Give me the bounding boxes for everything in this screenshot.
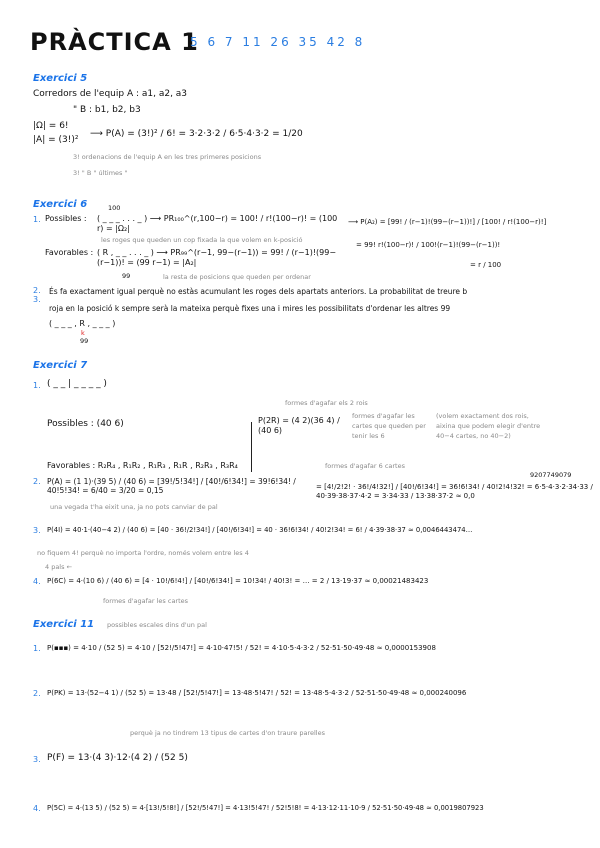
ex6-label-99: 99 — [122, 272, 131, 280]
ex5-line2: " B : b1, b2, b3 — [73, 105, 141, 115]
ex7-n3: 3. — [33, 526, 41, 535]
ex7-n1: 1. — [33, 381, 41, 390]
ex11-n1: 1. — [33, 644, 41, 653]
ex6-n1: 1. — [33, 215, 41, 224]
ex6-note-b: la resta de posicions que queden per ordenar — [163, 273, 311, 281]
ex7-side-number: 9207749079 — [530, 471, 572, 479]
ex6-diagram-k: k — [81, 329, 85, 337]
ex7-note-pa: una vegada t'ha eixit una, ja no pots canviar de pal — [50, 503, 218, 511]
ex6-note-a: les roges que queden un cop fixada la que volem en k-posició — [101, 236, 303, 244]
ex6-result: ⟶ P(A₂) = [99! / (r−1)!(99−(r−1))!] / [100! / r!(100−r)!] — [348, 218, 547, 226]
ex5-line1: Corredors de l'equip A : a1, a2, a3 — [33, 89, 188, 99]
ex7-pa: P(A) = (1 1)·(39 5) / (40 6) = [39!/5!34!] / [40!/6!34!] = 39!6!34! / 40!5!34! = 6/40 = 3/20 = 0,15 — [47, 477, 296, 496]
ex6-favorables: ( R , _ _ . . . _ ) ⟶ PR₉₉^(r−1, 99−(r−1)) = 99! / (r−1)!(99−(r−1))! = (99 r−1) = |A₂| — [97, 248, 337, 267]
ex6-possibles: ( _ _ _ . . . _ ) ⟶ PR₁₀₀^(r,100−r) = 100! / r!(100−r)! = (100 r) = |Ω₂| — [97, 214, 338, 233]
ex7-p2r: P(2R) = (4 2)(36 4) / (40 6) — [258, 416, 340, 435]
ex5-heading: Exercici 5 — [33, 73, 88, 84]
ex6-possibles-label: Possibles : — [45, 214, 87, 223]
ex11-n3: 3. — [33, 755, 41, 764]
ex6-text1: És fa exactament igual perquè no estàs acumulant les roges dels apartats anteriors. La probabilitat de treure b — [49, 287, 468, 296]
ex7-n2: 2. — [33, 477, 41, 486]
ex11-n4: 4. — [33, 804, 41, 813]
ex6-result3: = r / 100 — [470, 261, 502, 269]
ex6-result2: = 99! r!(100−r)! / 100!(r−1)!(99−(r−1))! — [356, 241, 501, 249]
ex7-note-far: (volem exactament dos rois, aixina que podem elegir d'entre 40−4 cartes, no 40−2) — [436, 412, 541, 440]
ex6-label-100: 100 — [108, 204, 121, 212]
ex7-note-top: formes d'agafar els 2 rois — [285, 399, 368, 407]
ex7-possibles: Possibles : (40 6) — [47, 419, 124, 429]
ex11-p3: P(F) = 13·(4 3)·12·(4 2) / (52 5) — [47, 753, 188, 763]
ex11-heading: Exercici 11 — [33, 619, 95, 630]
ex6-heading: Exercici 6 — [33, 199, 88, 210]
ex7-favorables: Favorables : R₂R₄ , R₁R₂ , R₁R₃ , R₁R , R₂R₃ , R₃R₄ — [47, 461, 238, 470]
ex7-p6c: P(6C) = 4·(10 6) / (40 6) = [4 · 10!/6!4!] / [40!/6!34!] = 10!34! / 40!3! = … = 2 / 13·19·37 ≈ 0,00021483423 — [47, 577, 429, 585]
ex11-p1: P(▪▪▪) = 4·10 / (52 5) = 4·10 / [52!/5!47!] = 4·10·47!5! / 52! = 4·10·5·4·3·2 / 52·51·50·49·48 ≈ 0,0000153908 — [47, 644, 436, 652]
ex7-p4i: P(4I) = 40·1·(40−4 2) / (40 6) = [40 · 36!/2!34!] / [40!/6!34!] = 40 · 36!6!34! / 40!2!34! = 6! / 4·39·38·37 ≈ 0,0046443474… — [47, 526, 473, 534]
ex5-note1: 3! ordenacions de l'equip A en les tres primeres posicions — [73, 153, 262, 161]
ex11-p2: P(PK) = 13·(52−4 1) / (52 5) = 13·48 / [52!/5!47!] = 13·48·5!47! / 52! = 13·48·5·4·3·2 / 52·51·50·49·48 ≈ 0,000240096 — [47, 689, 467, 697]
ex7-note-right: formes d'agafar les cartes que queden per tenir les 6 — [352, 412, 426, 440]
ex6-n2: 2. — [33, 286, 41, 295]
page-title: PRÀCTICA 1 — [30, 28, 199, 56]
ex5-probability: ⟶ P(A) = (3!)² / 6! = 3·2·3·2 / 6·5·4·3·2 = 1/20 — [90, 129, 303, 139]
ex11-p4: P(5C) = 4·(13 5) / (52 5) = 4·[13!/5!8!] / [52!/5!47!] = 4·13!5!47! / 52!5!8! = 4·13·12·11·10·9 / 52·51·50·49·48 ≈ 0,0019807923 — [47, 804, 484, 812]
ex6-text2: roja en la posició k sempre serà la mateixa perquè fixes una i mires les possibilitats d'ordenar les altres 99 — [49, 304, 451, 313]
ex7-divider — [251, 422, 252, 472]
ex6-n3: 3. — [33, 295, 41, 304]
ex7-line1: ( _ _ | _ _ _ _ ) — [47, 379, 107, 389]
ex11-note-3: perquè ja no tindrem 13 tipus de cartes d'on traure parelles — [130, 729, 325, 737]
ex6-diagram-99: 99 — [80, 337, 89, 345]
ex7-n4: 4. — [33, 577, 41, 586]
ex7-heading: Exercici 7 — [33, 360, 88, 371]
ex11-n2: 2. — [33, 689, 41, 698]
ex7-p2r-result: = [4!/2!2! · 36!/4!32!] / [40!/6!34!] = 36!6!34! / 40!2!4!32! = 6·5·4·3·2·34·33 / 40·39·38·37·4·2 = 3·34·33 / 13·38·37·2 ≈ 0,0 — [316, 483, 593, 500]
ex7-note-4i: no fiquem 4! perquè no importa l'ordre, només volem entre les 4 — [37, 549, 249, 557]
ex5-note2: 3! " B " últimes " — [73, 169, 128, 177]
ex6-diagram: ( _ _ _ , R , _ _ _ ) — [49, 319, 116, 328]
ex11-note-head: possibles escales dins d'un pal — [107, 621, 207, 629]
ex5-a: |A| = (3!)² — [33, 135, 79, 145]
ex6-favorables-label: Favorables : — [45, 248, 94, 257]
ex7-note-bottom: formes d'agafar 6 cartes — [325, 462, 405, 470]
exercise-list: 5 6 7 11 26 35 42 8 — [190, 35, 366, 49]
ex7-note-6c: formes d'agafar les cartes — [103, 597, 189, 605]
ex7-note-pals: 4 pals ← — [45, 563, 73, 571]
ex5-omega: |Ω| = 6! — [33, 121, 69, 131]
